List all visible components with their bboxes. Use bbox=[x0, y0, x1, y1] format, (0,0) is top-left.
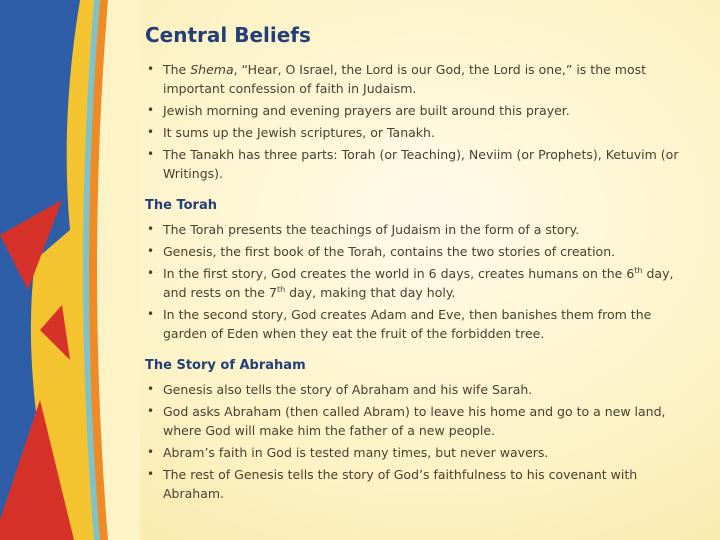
item-text: The rest of Genesis tells the story of God’s faithfulness to his covenant with Abraham. bbox=[163, 467, 638, 501]
bullet-icon: • bbox=[147, 147, 155, 161]
list-item bbox=[145, 380, 690, 399]
list-item bbox=[145, 145, 690, 183]
list-item bbox=[145, 123, 690, 142]
bullet-icon: • bbox=[147, 404, 155, 418]
item-text: The Torah presents the teachings of Judaism in the form of a story. bbox=[163, 222, 580, 237]
item-text: God asks Abraham (then called Abram) to leave his home and go to a new land, where God will make him the father of a new people. bbox=[163, 404, 666, 438]
bullet-icon: • bbox=[147, 307, 155, 321]
bullet-icon: • bbox=[147, 467, 155, 481]
item-text: The Tanakh has three parts: Torah (or Teaching), Neviim (or Prophets), Ketuvim (or Writings). bbox=[163, 147, 679, 181]
list-item bbox=[145, 443, 690, 462]
central-beliefs-list bbox=[145, 60, 690, 183]
item-text: day, making that day holy. bbox=[285, 285, 456, 300]
bullet-icon: • bbox=[147, 266, 155, 280]
list-item bbox=[145, 242, 690, 261]
bullet-icon: • bbox=[147, 103, 155, 117]
bullet-icon: • bbox=[147, 244, 155, 258]
shema-term: Shema bbox=[190, 62, 234, 77]
item-text: In the second story, God creates Adam and Eve, then banishes them from the garden of Eden when they eat the fruit of the forbidden tree. bbox=[163, 307, 652, 341]
central-beliefs-section bbox=[145, 22, 690, 183]
item-text: , “Hear, O Israel, the Lord is our God, the Lord is one,” is the most important confession of faith in Judaism. bbox=[163, 62, 647, 96]
ordinal-suffix: th bbox=[276, 284, 286, 294]
slide-title: Central Beliefs bbox=[145, 23, 311, 47]
list-item bbox=[145, 465, 690, 503]
bullet-icon: • bbox=[147, 222, 155, 236]
section-title-torah: The Torah bbox=[145, 198, 217, 213]
section-title-abraham: The Story of Abraham bbox=[145, 358, 306, 373]
torah-list bbox=[145, 220, 690, 343]
bullet-icon: • bbox=[147, 125, 155, 139]
torah-section bbox=[145, 197, 690, 343]
slide-content bbox=[145, 22, 690, 517]
item-text: day, and rests on the 7 bbox=[163, 266, 674, 300]
list-item bbox=[145, 264, 690, 302]
list-item bbox=[145, 305, 690, 343]
item-text: It sums up the Jewish scriptures, or Tanakh. bbox=[163, 125, 435, 140]
bullet-icon: • bbox=[147, 382, 155, 396]
list-item bbox=[145, 60, 690, 98]
bullet-icon: • bbox=[147, 62, 155, 76]
bullet-icon: • bbox=[147, 445, 155, 459]
list-item bbox=[145, 101, 690, 120]
item-text: In the first story, God creates the world in 6 days, creates humans on the 6 bbox=[163, 266, 635, 281]
item-text: Abram’s faith in God is tested many times, but never wavers. bbox=[163, 445, 549, 460]
item-text: Genesis also tells the story of Abraham and his wife Sarah. bbox=[163, 382, 533, 397]
abraham-section bbox=[145, 357, 690, 503]
item-text: The bbox=[163, 62, 191, 77]
decorative-art bbox=[0, 0, 140, 540]
abraham-list bbox=[145, 380, 690, 503]
list-item bbox=[145, 220, 690, 239]
list-item bbox=[145, 402, 690, 440]
ordinal-suffix: th bbox=[634, 265, 643, 275]
item-text: Jewish morning and evening prayers are built around this prayer. bbox=[163, 103, 570, 118]
item-text: Genesis, the first book of the Torah, contains the two stories of creation. bbox=[163, 244, 616, 259]
